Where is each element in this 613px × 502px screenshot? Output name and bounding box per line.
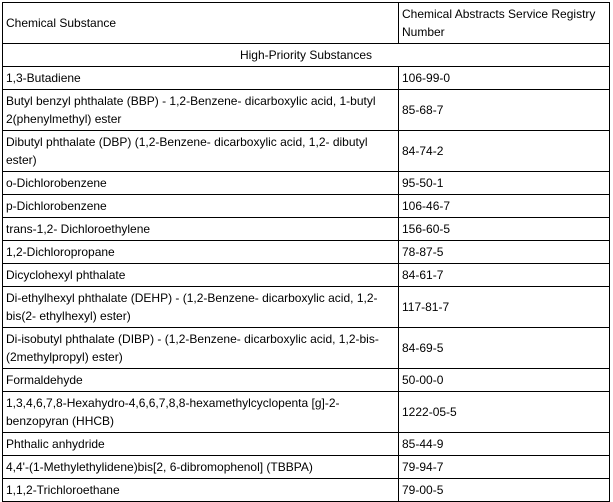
- table-row: [3, 328, 610, 369]
- casrn-value: 79-00-5: [399, 479, 610, 502]
- casrn-value: 85-68-7: [399, 90, 610, 131]
- substance-name: trans-1,2- Dichloroethylene: [3, 218, 399, 241]
- substances-table: [2, 2, 610, 502]
- table-row: [3, 67, 610, 90]
- substance-name: p-Dichlorobenzene: [3, 195, 399, 218]
- substance-name: Di-isobutyl phthalate (DIBP) - (1,2-Benzene- dicarboxylic acid, 1,2-bis-(2methylpropyl) ester): [3, 328, 399, 369]
- column-header-substance: Chemical Substance: [3, 3, 399, 44]
- table-row: [3, 479, 610, 502]
- casrn-value: 117-81-7: [399, 287, 610, 328]
- substance-name: 1,3,4,6,7,8-Hexahydro-4,6,6,7,8,8-hexamethylcyclopenta [g]-2-benzopyran (HHCB): [3, 392, 399, 433]
- casrn-value: 84-69-5: [399, 328, 610, 369]
- substance-name: 1,1,2-Trichloroethane: [3, 479, 399, 502]
- casrn-value: 50-00-0: [399, 369, 610, 392]
- table-row: [3, 264, 610, 287]
- table-row: [3, 131, 610, 172]
- substance-name: Dicyclohexyl phthalate: [3, 264, 399, 287]
- casrn-value: 84-74-2: [399, 131, 610, 172]
- substance-name: 1,3-Butadiene: [3, 67, 399, 90]
- table-row: [3, 172, 610, 195]
- substance-name: Phthalic anhydride: [3, 433, 399, 456]
- section-row: [3, 44, 610, 67]
- table-row: [3, 218, 610, 241]
- substance-name: 4,4'-(1-Methylethylidene)bis[2, 6-dibromophenol] (TBBPA): [3, 456, 399, 479]
- table-row: [3, 369, 610, 392]
- column-header-casrn: Chemical Abstracts Service Registry Number: [399, 3, 610, 44]
- table-row: [3, 456, 610, 479]
- casrn-value: 84-61-7: [399, 264, 610, 287]
- table-row: [3, 433, 610, 456]
- substance-name: 1,2-Dichloropropane: [3, 241, 399, 264]
- table-row: [3, 287, 610, 328]
- table-row: [3, 241, 610, 264]
- casrn-value: 79-94-7: [399, 456, 610, 479]
- casrn-value: 95-50-1: [399, 172, 610, 195]
- substance-name: Formaldehyde: [3, 369, 399, 392]
- table-header-row: [3, 3, 610, 44]
- casrn-value: 156-60-5: [399, 218, 610, 241]
- table-row: [3, 195, 610, 218]
- substance-name: Butyl benzyl phthalate (BBP) - 1,2-Benzene- dicarboxylic acid, 1-butyl 2(phenylmethyl) ester: [3, 90, 399, 131]
- substance-name: o-Dichlorobenzene: [3, 172, 399, 195]
- table-row: [3, 392, 610, 433]
- section-title: High-Priority Substances: [3, 44, 610, 67]
- casrn-value: 1222-05-5: [399, 392, 610, 433]
- casrn-value: 85-44-9: [399, 433, 610, 456]
- casrn-value: 106-99-0: [399, 67, 610, 90]
- casrn-value: 106-46-7: [399, 195, 610, 218]
- casrn-value: 78-87-5: [399, 241, 610, 264]
- table-row: [3, 90, 610, 131]
- substance-name: Di-ethylhexyl phthalate (DEHP) - (1,2-Benzene- dicarboxylic acid, 1,2- bis(2- ethylhexyl) ester): [3, 287, 399, 328]
- substance-name: Dibutyl phthalate (DBP) (1,2-Benzene- dicarboxylic acid, 1,2- dibutyl ester): [3, 131, 399, 172]
